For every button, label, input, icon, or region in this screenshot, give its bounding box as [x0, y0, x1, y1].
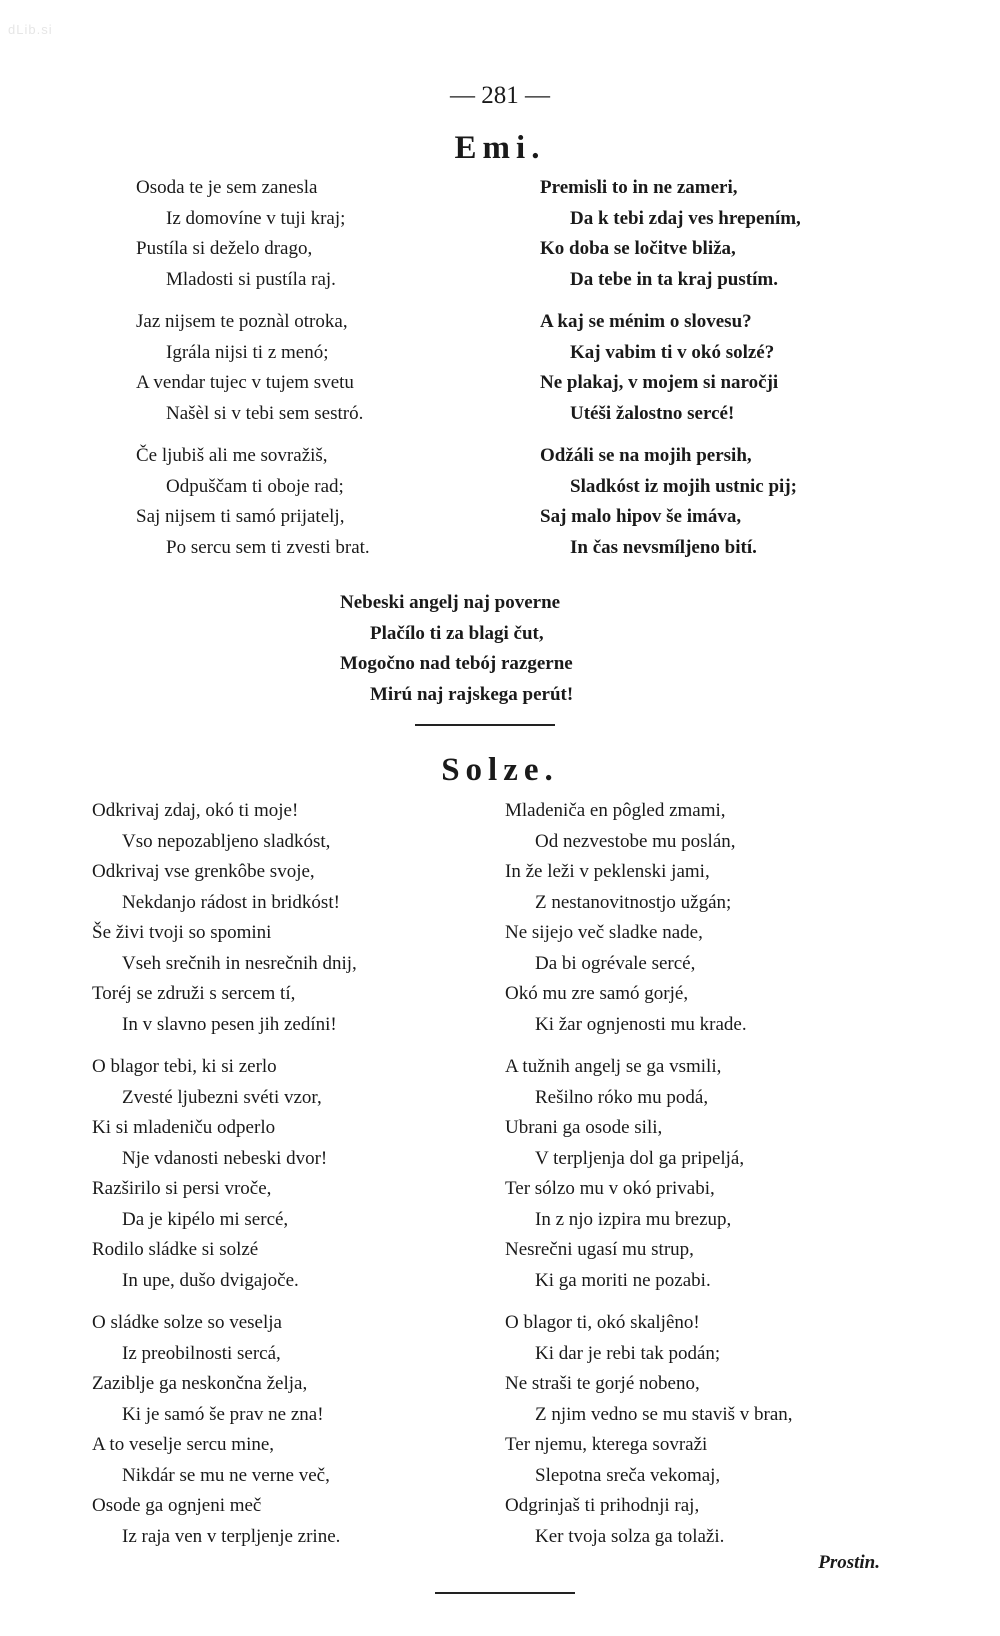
- verse-line: Po sercu sem ti zvesti brat.: [166, 536, 370, 558]
- verse-line: In čas nevsmíljeno bití.: [570, 536, 757, 558]
- stanza: [340, 588, 700, 710]
- verse-line: Ter sólzo mu v okó privabi,: [505, 1178, 715, 1199]
- poem1-final-stanza: [340, 588, 700, 722]
- verse-line: Nebeski angelj naj poverne: [340, 592, 561, 613]
- poem1-left-column: [136, 173, 496, 575]
- verse-line: Ko doba se ločitve bliža,: [540, 238, 736, 259]
- verse-line: Razširilo si persi vroče,: [92, 1178, 272, 1199]
- verse-line: Ter njemu, kterega sovraži: [505, 1434, 708, 1455]
- watermark: dLib.si: [8, 22, 53, 37]
- verse-line: O sládke solze so veselja: [92, 1312, 282, 1333]
- verse-line: Okó mu zre samó gorjé,: [505, 983, 689, 1004]
- verse-line: Osode ga ognjeni meč: [92, 1495, 262, 1516]
- verse-line: Z njim vedno se mu staviš v bran,: [535, 1403, 793, 1425]
- poem-title-emi: Emi.: [454, 130, 546, 166]
- verse-line: In z njo izpira mu brezup,: [535, 1208, 732, 1230]
- verse-line: Od nezvestobe mu poslán,: [535, 830, 736, 852]
- poem2-left-column: [92, 796, 492, 1564]
- verse-line: Mladeniča en pôgled zmami,: [505, 800, 726, 821]
- verse-line: Osoda te je sem zanesla: [136, 177, 318, 198]
- verse-line: Sladkóst iz mojih ustnic pij;: [570, 475, 797, 497]
- verse-line: Premisli to in ne zameri,: [540, 177, 738, 198]
- verse-line: Iz preobilnosti sercá,: [122, 1342, 281, 1364]
- verse-line: Da tebe in ta kraj pustím.: [570, 268, 778, 290]
- verse-line: A tužnih angelj se ga vsmili,: [505, 1056, 722, 1077]
- verse-line: V terpljenja dol ga pripeljá,: [535, 1147, 745, 1169]
- verse-line: Vso nepozabljeno sladkóst,: [122, 830, 331, 852]
- verse-line: Pustíla si deželo drago,: [136, 238, 313, 259]
- verse-line: Da k tebi zdaj ves hrepením,: [570, 207, 801, 229]
- verse-line: Mogočno nad tebój razgerne: [340, 653, 573, 674]
- verse-line: Ki ga moriti ne pozabi.: [535, 1269, 711, 1291]
- verse-line: Ki žar ognjenosti mu krade.: [535, 1013, 747, 1035]
- verse-line: Ubrani ga osode sili,: [505, 1117, 663, 1138]
- page-number: — 281 —: [450, 82, 550, 109]
- verse-line: Zaziblje ga neskončna želja,: [92, 1373, 308, 1394]
- verse-line: O blagor tebi, ki si zerlo: [92, 1056, 277, 1077]
- verse-line: Kaj vabim ti v okó solzé?: [570, 341, 775, 363]
- verse-line: Iz domovíne v tuji kraj;: [166, 207, 346, 229]
- verse-line: Če ljubiš ali me sovražiš,: [136, 445, 328, 466]
- verse-line: Mirú naj rajskega perút!: [370, 683, 574, 705]
- verse-line: Odpuščam ti oboje rad;: [166, 475, 344, 497]
- verse-line: A vendar tujec v tujem svetu: [136, 372, 354, 393]
- stanza: [136, 441, 496, 563]
- verse-line: Ne straši te gorjé nobeno,: [505, 1373, 700, 1394]
- verse-line: Nekdanjo rádost in bridkóst!: [122, 891, 340, 913]
- verse-line: In upe, dušo dvigajoče.: [122, 1269, 299, 1291]
- verse-line: Mladosti si pustíla raj.: [166, 268, 336, 290]
- poem2-right-column: [505, 796, 915, 1564]
- verse-line: Rešilno róko mu podá,: [535, 1086, 709, 1108]
- verse-line: Ne sijejo več sladke nade,: [505, 922, 703, 943]
- stanza: [540, 173, 920, 295]
- verse-line: Saj malo hipov še imáva,: [540, 506, 742, 527]
- verse-line: In že leži v peklenski jami,: [505, 861, 710, 882]
- poem1-right-column: [540, 173, 920, 575]
- verse-line: Odkrivaj vse grenkôbe svoje,: [92, 861, 315, 882]
- stanza: [92, 1052, 492, 1296]
- verse-line: Nje vdanosti nebeski dvor!: [122, 1147, 328, 1169]
- verse-line: Zvesté ljubezni svéti vzor,: [122, 1086, 322, 1108]
- verse-line: Nikdár se mu ne verne več,: [122, 1464, 330, 1486]
- stanza: [136, 307, 496, 429]
- verse-line: Vseh srečnih in nesrečnih dnij,: [122, 952, 357, 974]
- verse-line: Ne plakaj, v mojem si naročji: [540, 372, 779, 393]
- verse-line: O blagor ti, okó skaljêno!: [505, 1312, 700, 1333]
- verse-line: Ki je samó še prav ne zna!: [122, 1403, 324, 1425]
- stanza: [505, 796, 915, 1040]
- verse-line: Našèl si v tebi sem sestró.: [166, 402, 364, 424]
- verse-line: Da bi ogrévale sercé,: [535, 952, 696, 974]
- verse-line: Z nestanovitnostjo užgán;: [535, 891, 732, 913]
- verse-line: Iz raja ven v terpljenje zrine.: [122, 1525, 341, 1547]
- stanza: [540, 307, 920, 429]
- stanza: [505, 1308, 915, 1552]
- verse-line: Nesrečni ugasí mu strup,: [505, 1239, 694, 1260]
- verse-line: Odkrivaj zdaj, okó ti moje!: [92, 800, 299, 821]
- verse-line: Toréj se združi s sercem tí,: [92, 983, 296, 1004]
- verse-line: Da je kipélo mi sercé,: [122, 1208, 289, 1230]
- poem-title-solze: Solze.: [441, 752, 559, 788]
- stanza: [92, 1308, 492, 1552]
- verse-line: Ki dar je rebi tak podán;: [535, 1342, 721, 1364]
- verse-line: Odžáli se na mojih persih,: [540, 445, 752, 466]
- end-rule: [435, 1592, 575, 1594]
- verse-line: Plačílo ti za blagi čut,: [370, 622, 544, 644]
- verse-line: Rodilo sládke si solzé: [92, 1239, 259, 1260]
- verse-line: A to veselje sercu mine,: [92, 1434, 275, 1455]
- verse-line: Slepotna sreča vekomaj,: [535, 1464, 721, 1486]
- verse-line: Igrála nijsi ti z menó;: [166, 341, 329, 363]
- verse-line: Odgrinjaš ti prihodnji raj,: [505, 1495, 700, 1516]
- verse-line: Jaz nijsem te poznàl otroka,: [136, 311, 348, 332]
- verse-line: Ker tvoja solza ga tolaži.: [535, 1525, 725, 1547]
- verse-line: In v slavno pesen jih zedíni!: [122, 1013, 337, 1035]
- verse-line: Ki si mladeniču odperlo: [92, 1117, 276, 1138]
- verse-line: Še živi tvoji so spomini: [92, 922, 272, 943]
- stanza: [136, 173, 496, 295]
- verse-line: Utéši žalostno sercé!: [570, 402, 735, 424]
- stanza: [92, 796, 492, 1040]
- verse-line: A kaj se ménim o slovesu?: [540, 311, 752, 332]
- divider-rule: [415, 724, 555, 726]
- stanza: [540, 441, 920, 563]
- verse-line: Saj nijsem ti samó prijatelj,: [136, 506, 345, 527]
- stanza: [505, 1052, 915, 1296]
- author-signature: Prostin.: [818, 1552, 880, 1573]
